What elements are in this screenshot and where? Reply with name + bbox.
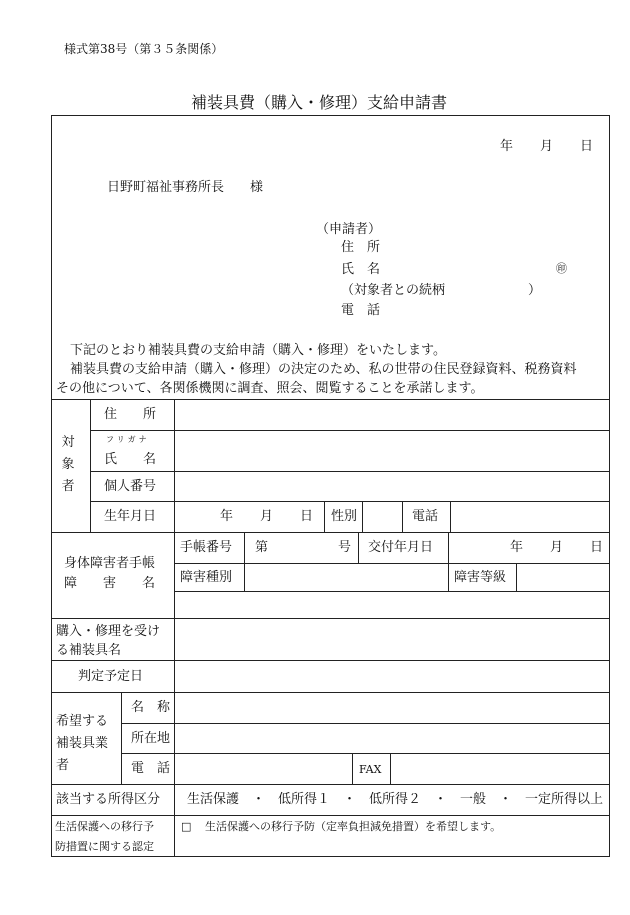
vendor-group-label: 希望する 補装具業 者	[56, 714, 109, 773]
row-line	[51, 532, 610, 533]
disability-name-label: 障 害 名	[64, 576, 156, 591]
row-line	[51, 660, 610, 661]
issue-year: 年	[510, 540, 524, 555]
vendor-name-label: 名 称	[131, 700, 171, 715]
income-options: 生活保護 ・ 低所得１ ・ 低所得２ ・ 一般 ・ 一定所得以上	[187, 792, 604, 807]
col-line	[362, 501, 363, 532]
vendor-fax-label: FAX	[359, 763, 382, 776]
col-line	[358, 532, 359, 563]
subject-name-label: 氏 名	[104, 452, 157, 467]
row-line	[51, 815, 610, 816]
row-line	[51, 784, 610, 785]
row-line	[174, 591, 610, 592]
transition-label-2: 防措置に関する認定	[55, 840, 154, 853]
col-line	[448, 532, 449, 591]
judgment-date-label: 判定予定日	[78, 669, 144, 684]
relation-close: ）	[528, 283, 542, 298]
date-month: 月	[540, 139, 554, 154]
row-line	[121, 723, 610, 724]
seal-mark: ㊞	[556, 262, 567, 275]
device-label-2: る補装具名	[56, 643, 122, 658]
row-line	[121, 753, 610, 754]
disability-grade-label: 障害等級	[454, 570, 507, 585]
furigana-label: フリガナ	[106, 435, 150, 444]
row-line	[51, 399, 610, 400]
handbook-label: 身体障害者手帳	[64, 556, 156, 571]
birth-day: 日	[300, 509, 314, 524]
transition-text: 生活保護への移行予防（定率負担減免措置）を希望します。	[205, 820, 502, 833]
col-line	[90, 399, 91, 532]
statement-line-1: 下記のとおり補装具費の支給申請（購入・修理）をいたします。	[70, 343, 446, 358]
date-day: 日	[580, 139, 594, 154]
form-title: 補装具費（購入・修理）支給申請書	[191, 93, 448, 112]
income-label: 該当する所得区分	[56, 792, 161, 807]
birth-year: 年	[220, 509, 234, 524]
applicant-address-label: 住 所	[341, 240, 381, 255]
disability-type-label: 障害種別	[180, 570, 233, 585]
issue-day: 日	[590, 540, 604, 555]
applicant-phone-label: 電 話	[341, 303, 381, 318]
col-line	[352, 753, 353, 784]
row-line	[90, 430, 610, 431]
statement-line-2: 補装具費の支給申請（購入・修理）の決定のため、私の世帯の住民登録資料、税務資料	[70, 362, 577, 377]
row-line	[90, 471, 610, 472]
row-line	[174, 563, 610, 564]
addressee: 日野町福祉事務所長 様	[107, 180, 264, 195]
sex-label: 性別	[331, 509, 358, 524]
transition-checkbox[interactable]: □	[181, 820, 192, 833]
col-line	[402, 501, 403, 532]
vendor-phone-label: 電 話	[131, 761, 171, 776]
handbook-go: 号	[338, 540, 352, 555]
date-year: 年	[500, 139, 514, 154]
handbook-number-label: 手帳番号	[180, 540, 233, 555]
relation-open: （対象者との続柄	[341, 283, 446, 298]
personal-number-label: 個人番号	[104, 479, 157, 494]
issue-month: 月	[550, 540, 564, 555]
statement-line-3: その他について、各関係機関に調査、照会、閲覧することを承諾します。	[56, 381, 484, 396]
device-label-1: 購入・修理を受け	[56, 624, 161, 639]
row-line	[90, 501, 610, 502]
col-line	[244, 532, 245, 591]
handbook-dai: 第	[255, 540, 269, 555]
col-line	[324, 501, 325, 532]
vendor-location-label: 所在地	[131, 731, 171, 746]
col-line	[390, 753, 391, 784]
subject-phone-label: 電話	[412, 509, 439, 524]
col-line	[516, 563, 517, 591]
row-line	[51, 618, 610, 619]
form-number: 様式第38号（第３５条関係）	[64, 42, 224, 56]
birth-month: 月	[260, 509, 274, 524]
birthdate-label: 生年月日	[104, 509, 157, 524]
applicant-name-label: 氏 名	[341, 262, 381, 277]
subject-address-label: 住 所	[104, 407, 157, 422]
transition-label-1: 生活保護への移行予	[55, 820, 154, 833]
row-line	[51, 692, 610, 693]
applicant-heading: （申請者）	[316, 222, 382, 237]
col-line	[450, 501, 451, 532]
col-line	[121, 692, 122, 784]
subject-group-label: 対 象 者	[61, 435, 75, 494]
col-line	[174, 399, 175, 857]
issue-date-label: 交付年月日	[368, 540, 434, 555]
